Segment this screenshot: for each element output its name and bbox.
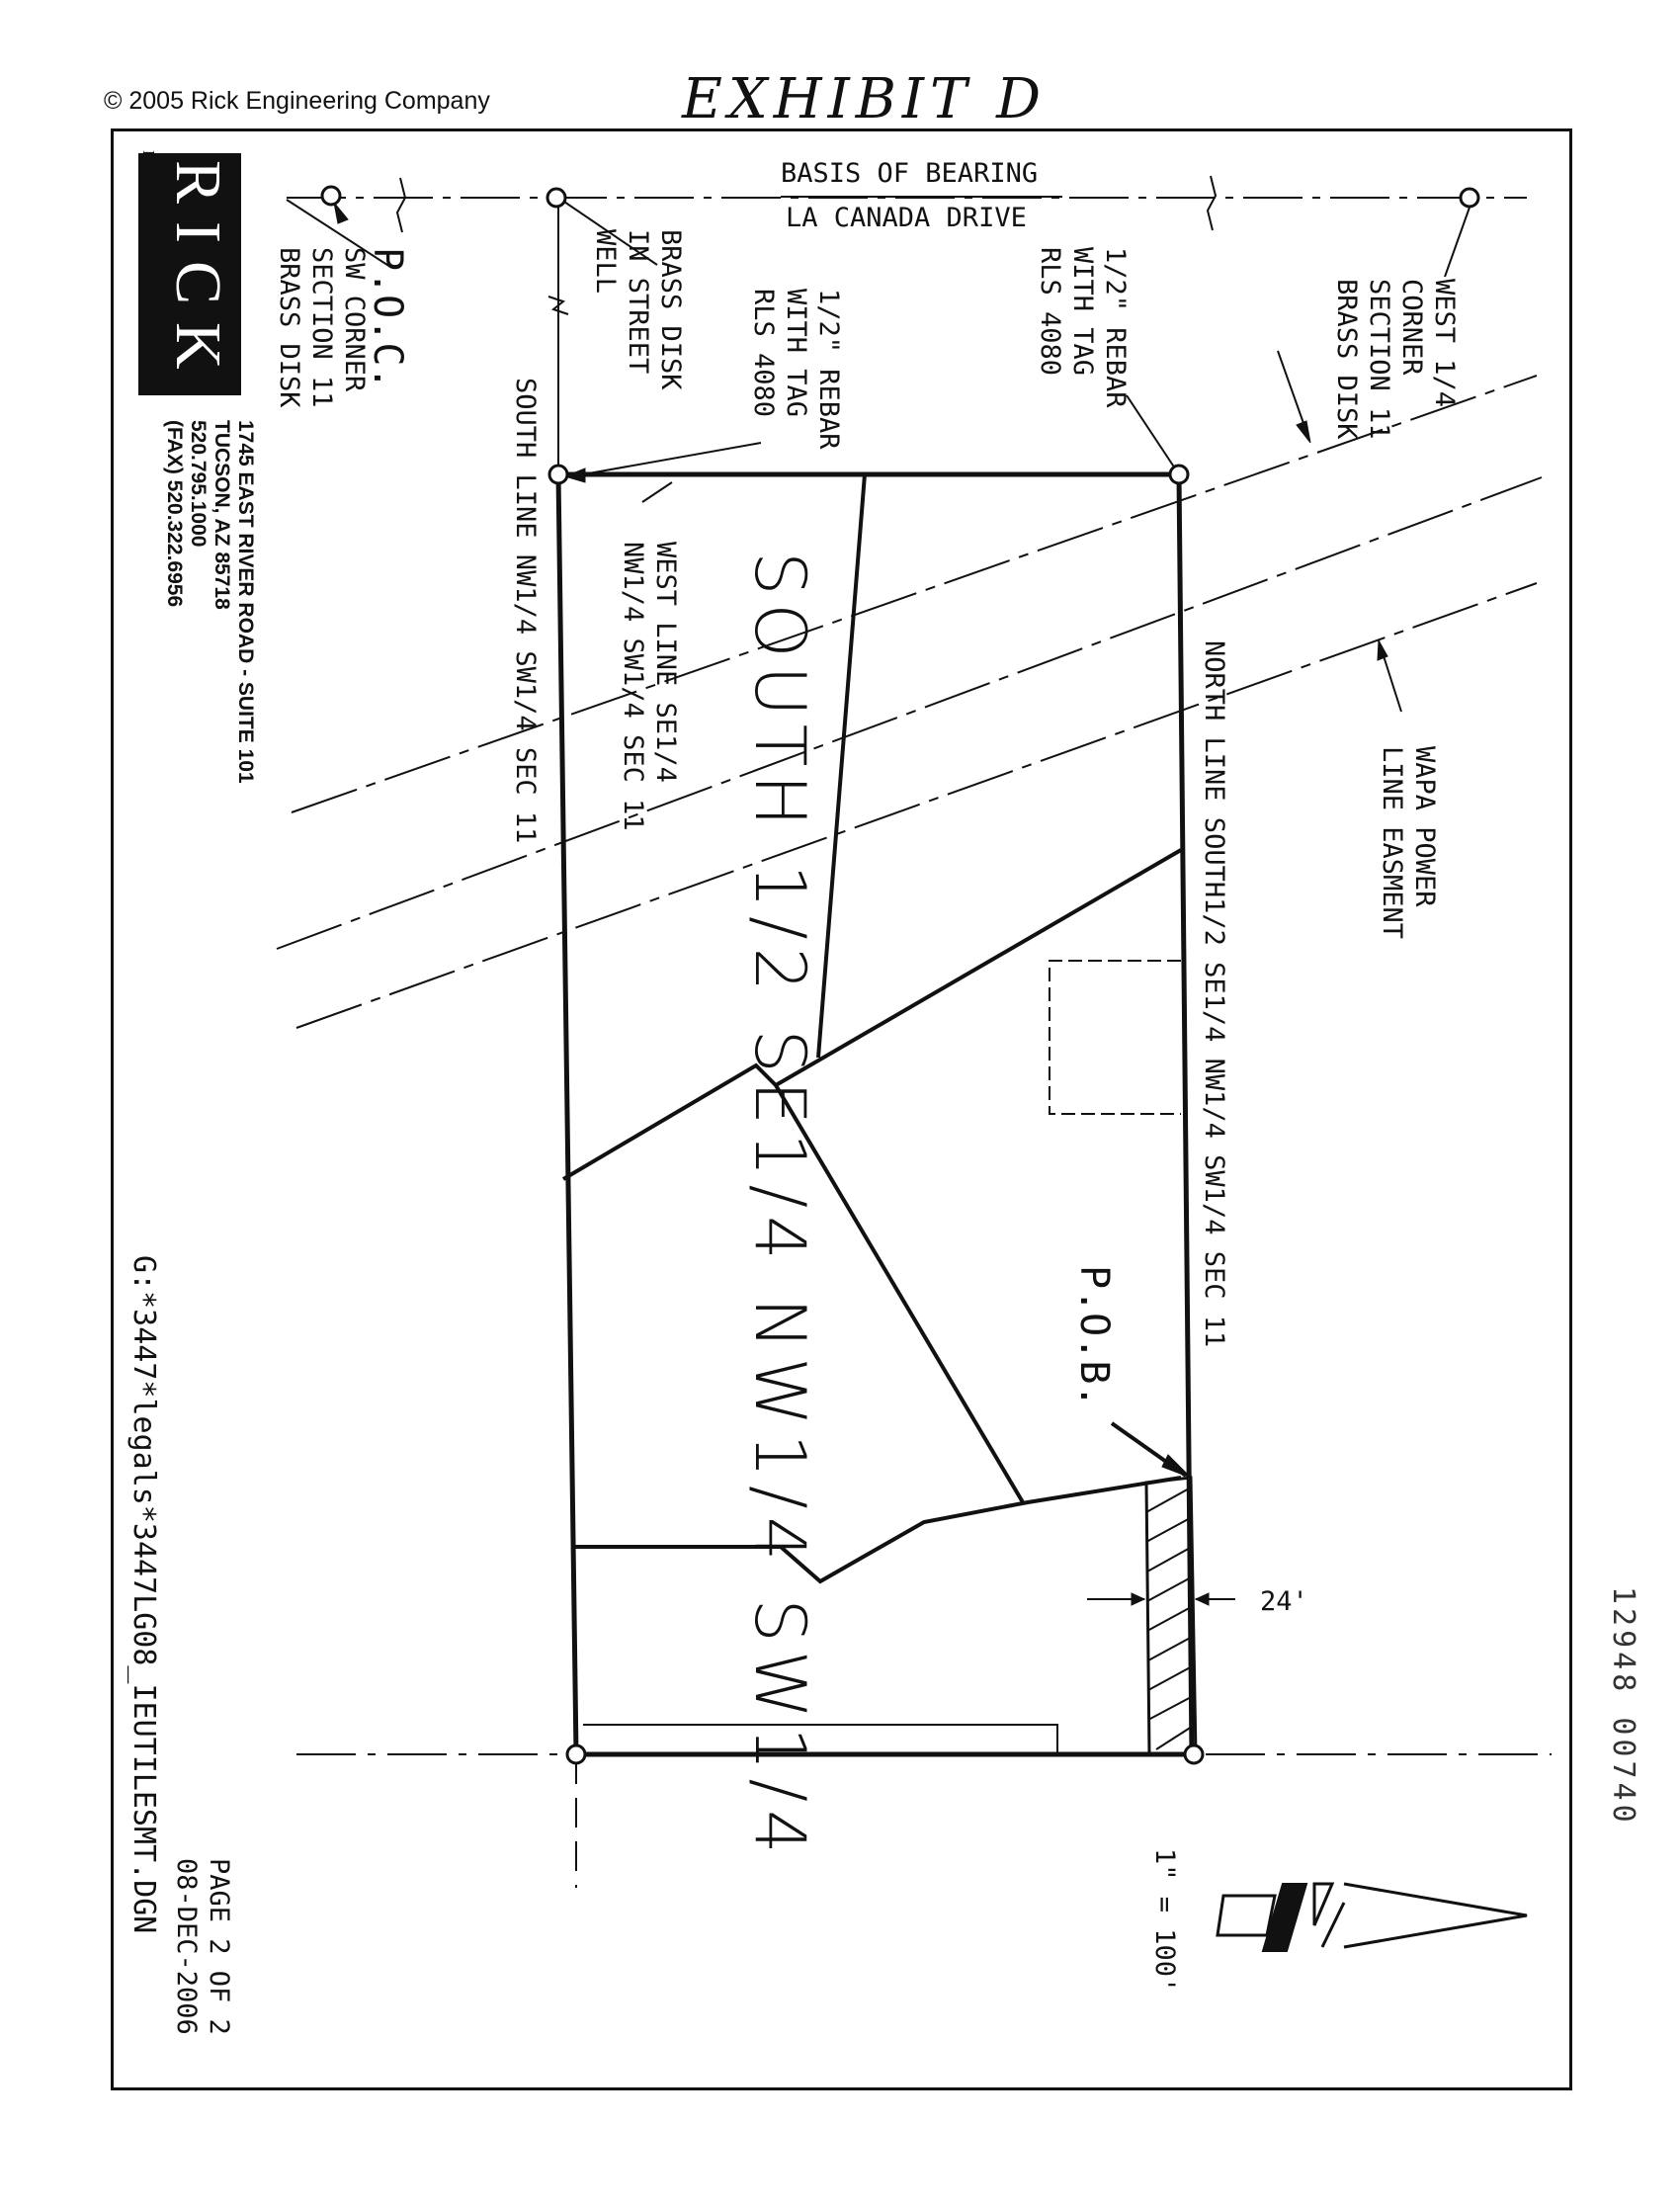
basis-divider — [781, 196, 1062, 198]
logo-word: RICK — [162, 160, 234, 387]
address-line-4: (FAX) 520.322.6956 — [163, 420, 186, 608]
address-line-1: 1745 EAST RIVER ROAD - SUITE 101 — [234, 420, 257, 784]
file-path: G:*3447*legals*3447LG08_IEUTILESMT.DGN — [126, 1255, 161, 1934]
bottom-left-monument — [567, 1745, 585, 1763]
north-arrow-icon — [1218, 1884, 1527, 1951]
west-quarter-monument — [1461, 189, 1478, 207]
pob-label: P.O.B. — [1071, 1265, 1117, 1408]
poc-description: SW CORNER SECTION 11 BRASS DISK — [274, 247, 370, 408]
south-line-label: SOUTH LINE NW1/4 SW1/4 SEC 11 — [510, 378, 541, 844]
poc-monument — [322, 187, 340, 205]
address-line-3: 520.795.1000 — [187, 420, 210, 548]
easement-line-2 — [277, 477, 1542, 949]
copyright-notice: © 2005 Rick Engineering Company — [104, 87, 490, 115]
street-monument — [547, 189, 565, 207]
logo-subtitle: ENGINEERING COMPANY — [139, 150, 158, 351]
easement-width-label: 24' — [1260, 1586, 1308, 1617]
west-line-label: WEST LINE SE1/4 NW1/4 SW1/4 SEC 11 — [618, 542, 681, 831]
rebar-left-label: 1/2" REBAR WITH TAG RLS 4080 — [748, 289, 844, 450]
scale-label: 1" = 100' — [1149, 1848, 1180, 1994]
page-info: PAGE 2 OF 2 08-DEC-2006 — [171, 1858, 234, 2035]
brass-disk-street-label: BRASS DISK IN STREET WELL — [590, 229, 686, 390]
rebar-left-monument — [549, 466, 567, 483]
la-canada-drive-label: LA CANADA DRIVE — [786, 203, 1027, 233]
easement-line-3 — [296, 583, 1537, 1028]
pob-bottom-monument — [1185, 1745, 1203, 1763]
recording-stamp: 12948 00740 — [1606, 1586, 1640, 1827]
address-line-2: TUCSON, AZ 85718 — [210, 420, 233, 610]
poc-label: P.O.C. — [365, 247, 410, 390]
parcel-description: SOUTH 1/2 SE1/4 NW1/4 SW1/4 — [739, 552, 820, 1862]
rebar-right-label: 1/2" REBAR WITH TAG RLS 4080 — [1035, 247, 1131, 408]
north-line-label: NORTH LINE SOUTH1/2 SE1/4 NW1/4 SW1/4 SEC 11 — [1199, 640, 1229, 1348]
west-quarter-label: WEST 1/4 CORNER SECTION 11 BRASS DISK — [1331, 279, 1460, 440]
rebar-right-monument — [1170, 466, 1188, 483]
easement-line-1 — [292, 376, 1537, 812]
wapa-easement-label: WAPA POWER LINE EASMENT — [1377, 746, 1440, 940]
exhibit-title: EXHIBIT D — [682, 67, 1048, 131]
basis-of-bearing-label: BASIS OF BEARING — [781, 158, 1039, 189]
